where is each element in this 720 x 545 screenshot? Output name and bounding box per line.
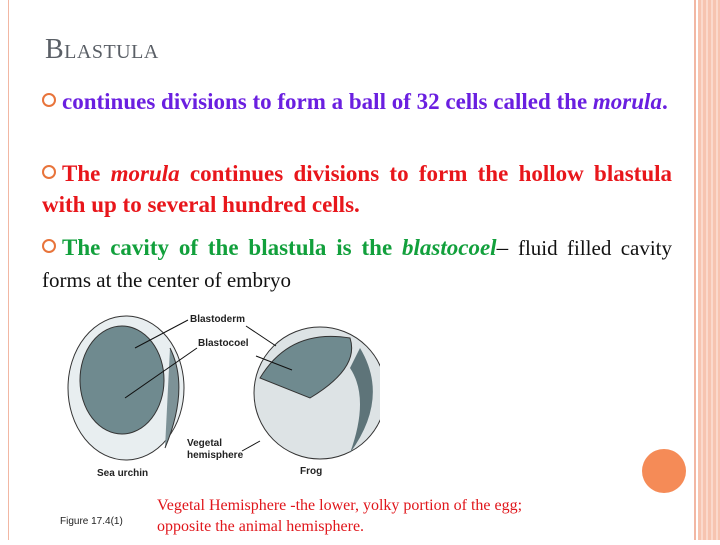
note-line: opposite the animal hemisphere. [157,518,365,535]
label-blastoderm: Blastoderm [190,314,246,325]
vegetal-note [157,495,522,537]
label-blastocoel: Blastocoel [198,338,249,349]
label-frog: Frog [300,466,323,477]
bullet-icon [42,93,56,107]
bullet-text: The cavity of the blastula is the [62,235,403,260]
bullet-text: fluid filled cavity forms at the center of embryo [42,236,673,292]
decorative-stripes [698,0,720,540]
slide-title: Blastula [45,34,159,65]
bullet-text: The [62,161,111,186]
note-line: Vegetal Hemisphere -the lower, yolky portion of the egg; [157,497,523,514]
decorative-circle [642,449,686,493]
figure-caption: Figure 17.4(1) [60,516,123,527]
bullet-1 [42,86,672,117]
label-hemisphere: hemisphere [187,450,244,461]
bullet-text: – [496,235,518,260]
bullet-text: . [661,89,668,114]
bullet-italic: morula [592,89,662,114]
bullet-italic: morula [110,161,180,186]
bullet-italic: blastocoel [402,235,497,260]
bullet-icon [42,239,56,253]
bullet-2 [42,158,672,220]
label-sea-urchin: Sea urchin [97,468,149,479]
bullet-icon [42,165,56,179]
bullet-text: continues divisions to form a ball of 32 cells called the [62,89,593,114]
bullet-3 [42,232,672,296]
label-vegetal: Vegetal [187,438,223,449]
bullet-text: continues divisions to form the hollow blastula with up to several hundred cells. [42,161,673,217]
